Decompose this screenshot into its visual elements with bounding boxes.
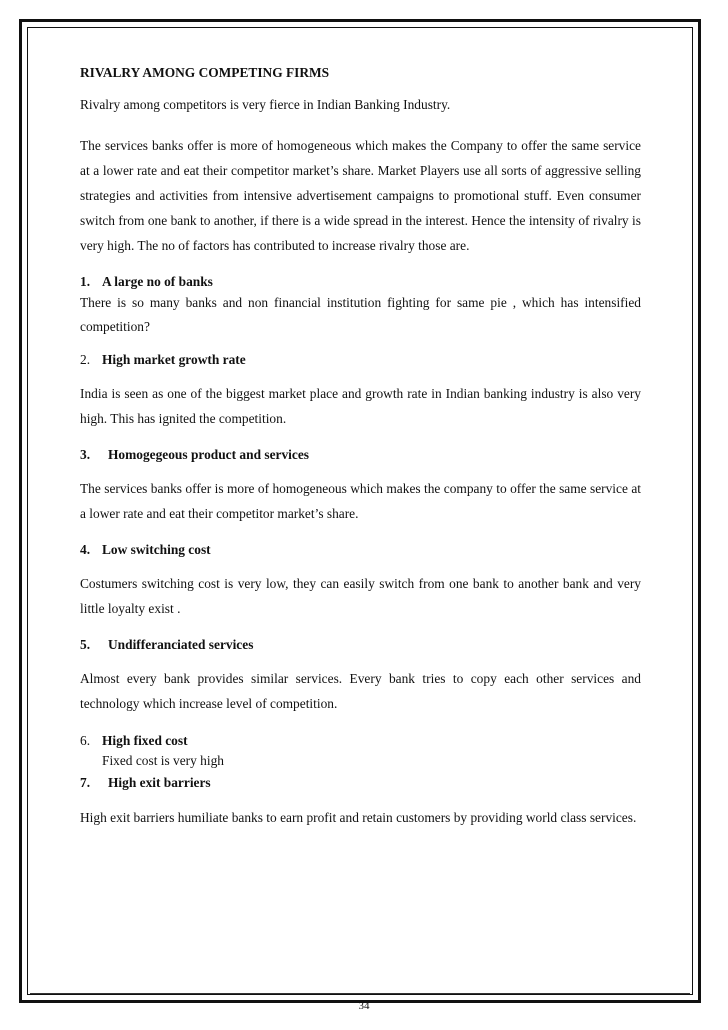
- page-number: 34: [358, 1000, 370, 1012]
- factor-number: 6.: [80, 733, 91, 748]
- factor-text: There is so many banks and non financial institution fighting for same pie , which has intensified competition?: [80, 295, 641, 334]
- factor-title: High exit barriers: [108, 775, 211, 790]
- factor-text: High exit barriers humiliate banks to earn profit and retain customers by providing world class services.: [80, 810, 637, 825]
- factor-title: Homogegeous product and services: [108, 447, 309, 462]
- factor-number: 1.: [80, 274, 91, 289]
- factor-text: The services banks offer is more of homogeneous which makes the company to offer the same service at a lower rate and eat their competitor market’s share.: [80, 481, 641, 521]
- factor-number: 2.: [80, 352, 91, 367]
- factor-text: India is seen as one of the biggest market place and growth rate in Indian banking industry is also very high. This has ignited the competition.: [80, 386, 641, 426]
- factor-number: 5.: [80, 637, 91, 652]
- factor-title: Low switching cost: [102, 542, 211, 557]
- factor-number: 4.: [80, 542, 91, 557]
- factor-heading: [80, 636, 641, 654]
- intro-paragraph: Rivalry among competitors is very fierce in Indian Banking Industry.: [80, 97, 451, 112]
- footer-divider: [30, 993, 690, 994]
- factor-heading: [80, 446, 641, 464]
- factor-heading: [80, 273, 641, 291]
- factor-text: Almost every bank provides similar services. Every bank tries to copy each other services and technology which increase level of competition.: [80, 671, 641, 711]
- factor-text: Fixed cost is very high: [102, 753, 224, 768]
- factor-number: 3.: [80, 447, 91, 462]
- factor-heading: [80, 731, 641, 751]
- factor-heading: [80, 773, 641, 793]
- main-paragraph: The services banks offer is more of homogeneous which makes the Company to offer the same service at a lower rate and eat their competitor market’s share. Market Players use all sorts of aggressive selling strategies and activities from intensive advertisement campaigns to promotional stuff. Even consumer switch from one bank to another, if there is a wide spread in the interest. Hence the intensity of rivalry is very high. The no of factors has contributed to increase rivalry those are.: [80, 138, 641, 253]
- factor-title: Undifferanciated services: [108, 637, 254, 652]
- section-title: RIVALRY AMONG COMPETING FIRMS: [80, 65, 330, 80]
- factor-title: A large no of banks: [102, 274, 213, 289]
- factor-text: Costumers switching cost is very low, they can easily switch from one bank to another bank and very little loyalty exist .: [80, 576, 641, 616]
- document-body: [80, 64, 641, 845]
- factor-title: High fixed cost: [102, 733, 188, 748]
- factor-heading: [80, 541, 641, 559]
- factor-heading: [80, 351, 641, 369]
- factor-number: 7.: [80, 775, 91, 790]
- factor-title: High market growth rate: [102, 352, 246, 367]
